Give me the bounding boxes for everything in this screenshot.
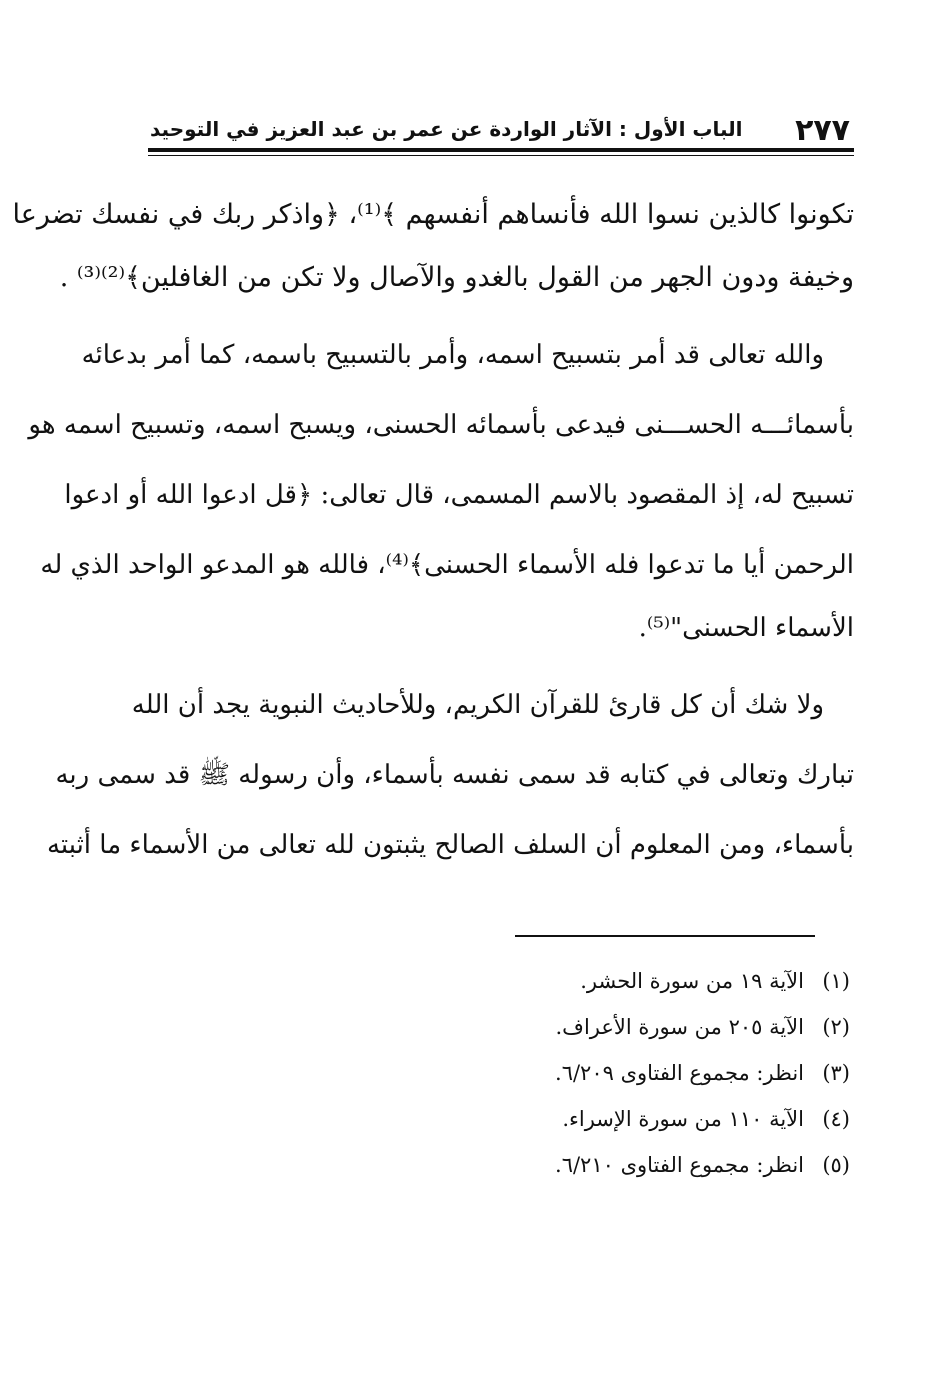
page-number: ٢٧٧ [795,113,850,148]
footnote-number: (٢) [822,1015,850,1039]
footnote-number: (١) [822,969,850,993]
footnote [400,1096,850,1142]
footnote-text: انظر: مجموع الفتاوى ٦/٢٠٩. [555,1061,804,1085]
footnote-text: الآية ٢٠٥ من سورة الأعراف. [555,1015,804,1039]
footnotes [400,958,850,1188]
text-line: تسبيح له، إذ المقصود بالاسم المسمى، قال تعالى: ﴿قل ادعوا الله أو ادعوا [64,480,854,510]
header-rule-thick [148,148,854,152]
text-line: الأسماء الحسنى"⁽⁵⁾. [638,613,854,643]
footnote-text: انظر: مجموع الفتاوى ٦/٢١٠. [555,1153,804,1177]
text-line: ولا شك أن كل قارئ للقرآن الكريم، وللأحاديث النبوية يجد أن الله [131,690,824,720]
text-line: وخيفة ودون الجهر من القول بالغدو والآصال ولا تكن من الغافلين﴾⁽²⁾⁽³⁾ . [59,262,854,293]
text-line: تبارك وتعالى في كتابه قد سمى نفسه بأسماء، وأن رسوله ﷺ قد سمى ربه [55,760,854,790]
footnote [400,1050,850,1096]
text-line: الرحمن أيا ما تدعوا فله الأسماء الحسنى﴾⁽⁴⁾، فالله هو المدعو الواحد الذي له [40,550,854,580]
page-header [148,104,854,148]
footnote-number: (٥) [822,1153,850,1177]
footnote-number: (٣) [822,1061,850,1085]
footnote-separator [515,935,815,937]
text-line: تكونوا كالذين نسوا الله فأنساهم أنفسهم ﴾⁽¹⁾، ﴿واذكر ربك في نفسك تضرعا [12,199,854,230]
footnote [400,1004,850,1050]
footnote [400,1142,850,1188]
footnote-text: الآية ١٩ من سورة الحشر. [580,969,804,993]
running-title: الباب الأول : الآثار الواردة عن عمر بن عبد العزيز في التوحيد [150,117,743,141]
text-line: والله تعالى قد أمر بتسبيح اسمه، وأمر بالتسبيح باسمه، كما أمر بدعائه [81,340,824,370]
footnote [400,958,850,1004]
header-rule-thin [148,155,854,156]
text-line: بأسماء، ومن المعلوم أن السلف الصالح يثبتون لله تعالى من الأسماء ما أثبته [46,830,854,860]
text-line: بأسمائـــه الحســـنى فيدعى بأسمائه الحسنى، ويسبح اسمه، وتسبيح اسمه هو [28,410,854,440]
footnote-number: (٤) [822,1107,850,1131]
footnote-text: الآية ١١٠ من سورة الإسراء. [562,1107,804,1131]
body-text [12,180,854,880]
